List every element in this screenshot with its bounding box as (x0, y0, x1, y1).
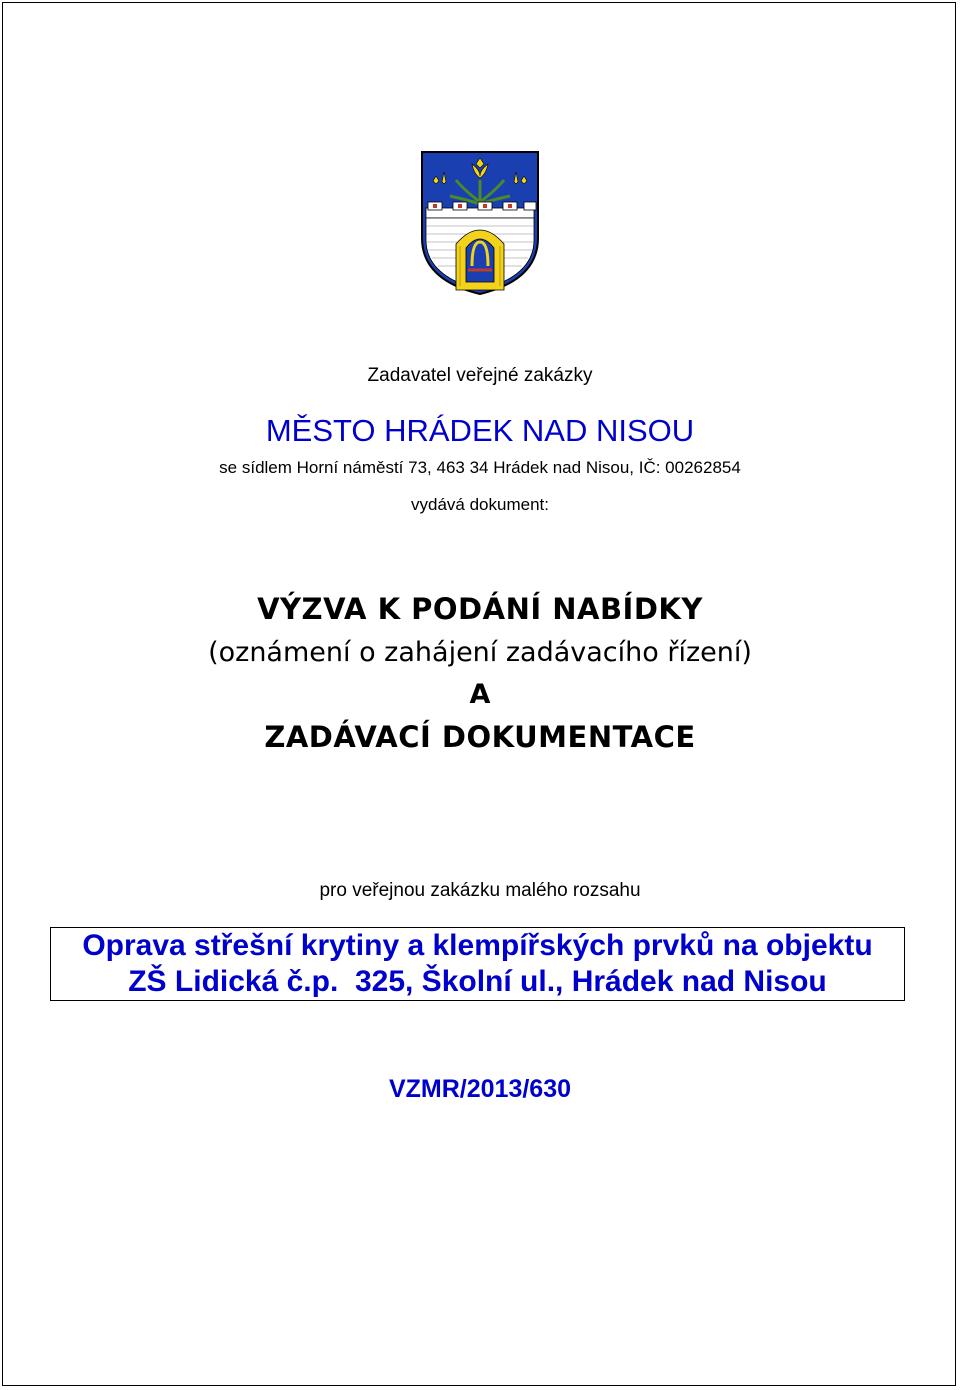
document-title-line1: VÝZVA K PODÁNÍ NABÍDKY (257, 592, 703, 626)
document-title-line2: (oznámení o zahájení zadávacího řízení) (208, 637, 752, 668)
town-coat-of-arms-icon (420, 150, 540, 296)
contracting-authority-label: Zadavatel veřejné zakázky (367, 365, 593, 386)
contract-reference-number: VZMR/2013/630 (388, 1075, 572, 1103)
document-title-line3: A (469, 679, 491, 710)
contract-title-line2: ZŠ Lidická č.p. 325, Školní ul., Hrádek nad Nisou (128, 965, 827, 998)
contract-title-box (50, 927, 905, 1001)
contract-scope-label: pro veřejnou zakázku malého rozsahu (319, 880, 641, 901)
document-title-line4: ZADÁVACÍ DOKUMENTACE (264, 720, 696, 754)
city-name: MĚSTO HRÁDEK NAD NISOU (265, 413, 695, 448)
issues-document-label: vydává dokument: (411, 495, 549, 514)
seat-address-line: se sídlem Horní náměstí 73, 463 34 Hrádek nad Nisou, IČ: 00262854 (219, 458, 741, 477)
contract-title-line1: Oprava střešní krytiny a klempířských prvků na objektu (82, 929, 873, 962)
